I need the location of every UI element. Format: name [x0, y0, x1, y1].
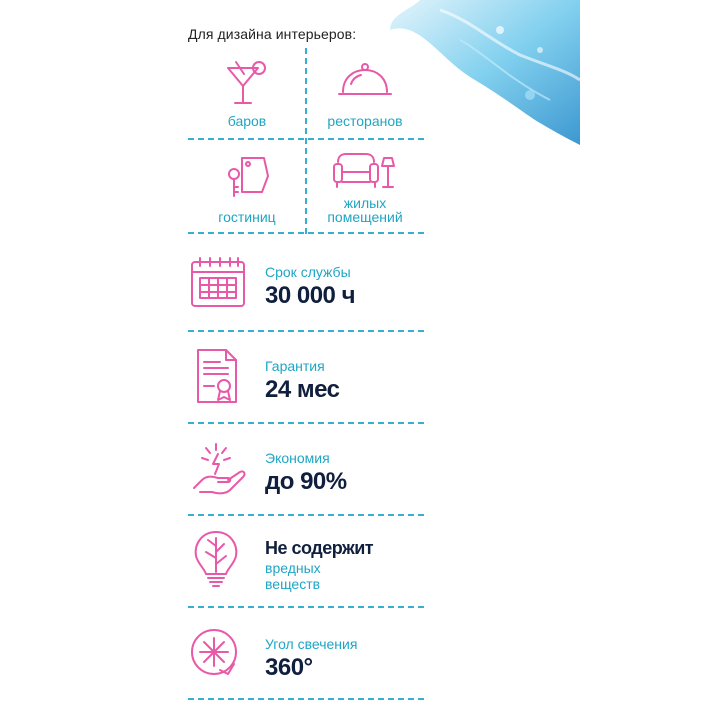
- feature-value: до 90%: [265, 468, 347, 495]
- feature-label: Угол свечения: [265, 636, 358, 652]
- feature-label: Срок службы: [265, 264, 351, 280]
- feature-economy: [188, 424, 424, 516]
- feature-label: Экономия: [265, 450, 330, 466]
- category-label-line1: жилых: [343, 195, 387, 211]
- feature-eco: [188, 516, 424, 608]
- feature-label-line1: вредных: [265, 560, 321, 576]
- feature-warranty: [188, 332, 424, 424]
- cocktail-icon: [222, 58, 272, 108]
- hotel-key-icon: [222, 152, 272, 202]
- energy-hand-icon: [188, 436, 252, 500]
- feature-label: Гарантия: [265, 358, 325, 374]
- certificate-icon: [188, 344, 252, 408]
- feature-value: 360°: [265, 654, 313, 681]
- feature-divider: [188, 698, 424, 700]
- category-label: гостиниц: [218, 209, 276, 225]
- glow-angle-icon: [188, 620, 252, 684]
- category-label-line2: помещений: [327, 209, 403, 225]
- feature-value: Не содержит: [265, 538, 374, 558]
- category-restaurants: [306, 44, 424, 138]
- grid-divider-bottom: [188, 232, 424, 234]
- cloche-icon: [335, 58, 395, 108]
- category-hotels: [188, 138, 306, 232]
- intro-heading: Для дизайна интерьеров:: [188, 26, 357, 42]
- eco-bulb-icon: [188, 528, 252, 592]
- feature-lifetime: [188, 240, 424, 332]
- feature-label-line2: веществ: [265, 576, 321, 592]
- calendar-icon: [188, 252, 252, 316]
- sofa-lamp-icon: [332, 148, 398, 192]
- feature-value: 24 мес: [265, 376, 340, 403]
- category-grid: [188, 44, 424, 234]
- feature-value: 30 000 ч: [265, 282, 356, 309]
- category-label: баров: [227, 113, 267, 129]
- category-bars: [188, 44, 306, 138]
- category-label: ресторанов: [327, 113, 403, 129]
- category-residential: [306, 138, 424, 232]
- feature-angle: [188, 608, 424, 700]
